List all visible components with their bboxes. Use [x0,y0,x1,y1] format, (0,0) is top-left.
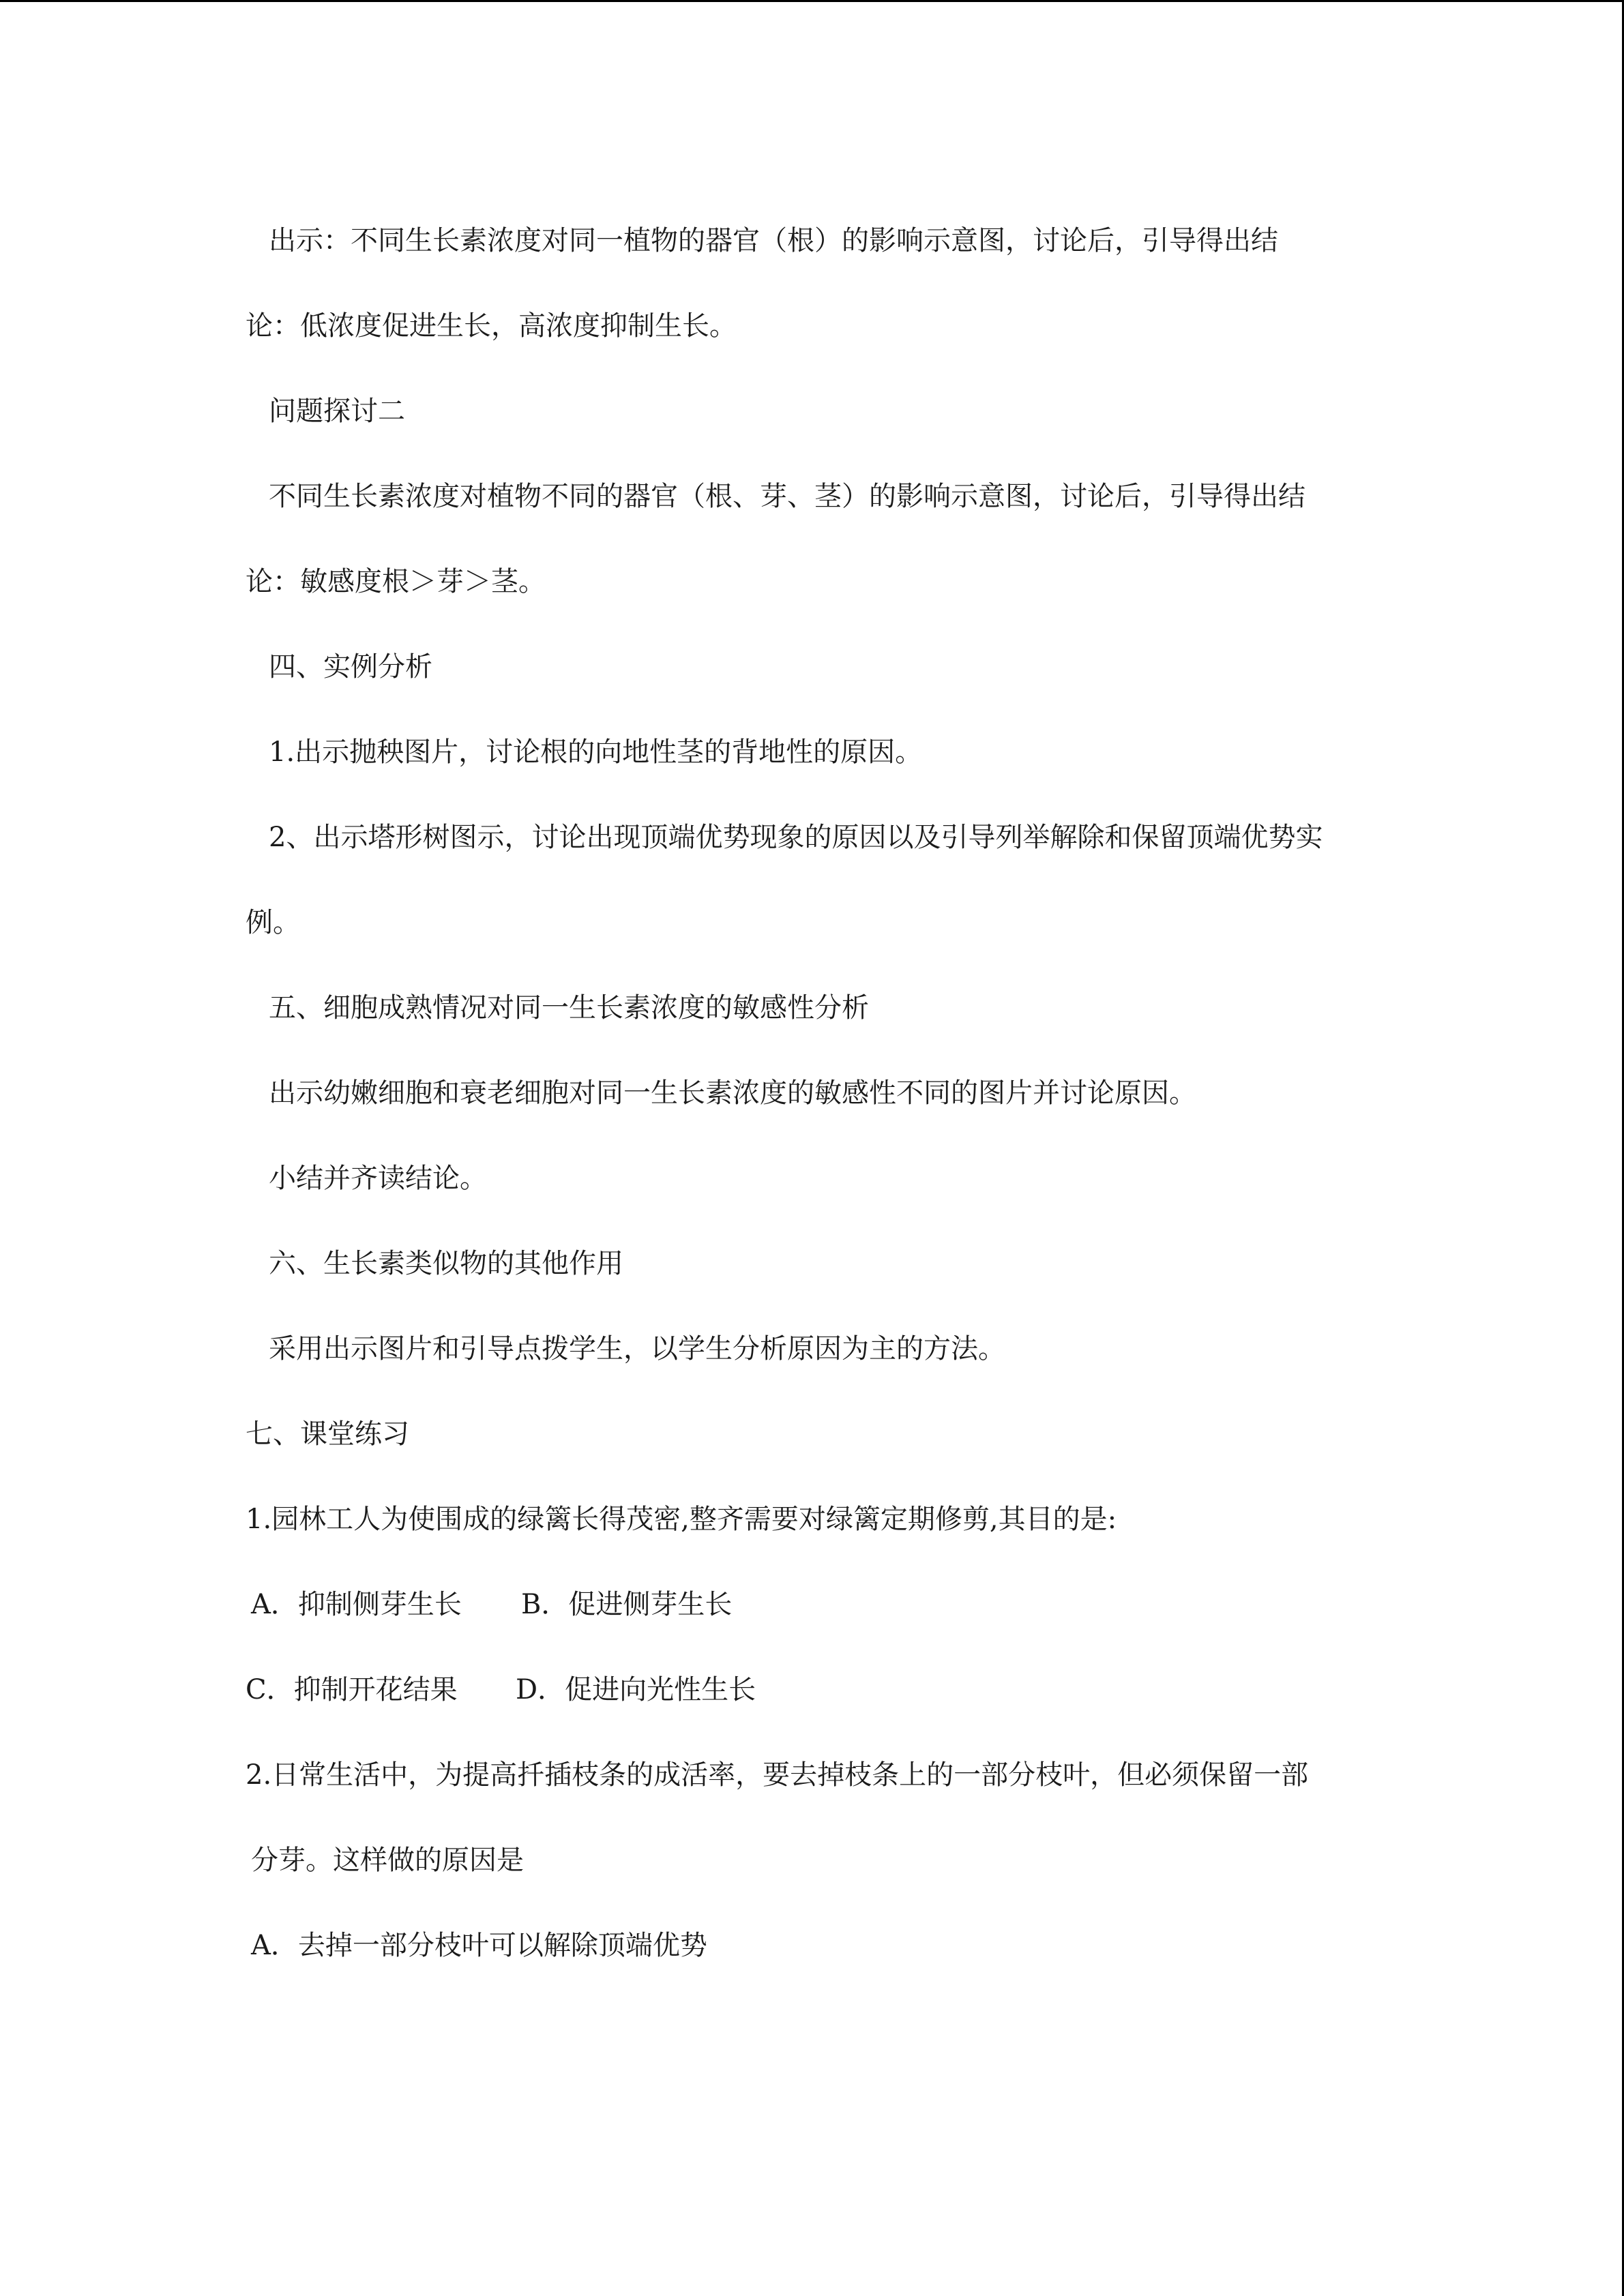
question-text: 分芽。这样做的原因是 [251,1845,524,1876]
answer-option-d: D．促进向光性生长 [516,1674,756,1705]
paragraph-line: 论：低浓度促进生长，高浓度抑制生长。 [246,310,737,342]
paragraph-line: 出示幼嫩细胞和衰老细胞对同一生长素浓度的敏感性不同的图片并讨论原因。 [269,1077,1196,1109]
paragraph-line: 论：敏感度根＞芽＞茎。 [246,566,546,597]
question-text: 1.园林工人为使围成的绿篱长得茂密,整齐需要对绿篱定期修剪,其目的是: [246,1504,1117,1535]
answer-option-c: C．抑制开花结果 [246,1674,458,1705]
section-heading: 六、生长素类似物的其他作用 [269,1248,623,1279]
section-heading: 问题探讨二 [269,396,405,427]
answer-option-b: B．促进侧芽生长 [521,1589,733,1620]
paragraph-line: 2、出示塔形树图示，讨论出现顶端优势现象的原因以及引导列举解除和保留顶端优势实 [269,822,1323,853]
paragraph-line: 例。 [246,907,300,938]
paragraph-line: 采用出示图片和引导点拨学生，以学生分析原因为主的方法。 [269,1333,1005,1365]
paragraph-line: 出示：不同生长素浓度对同一植物的器官（根）的影响示意图，讨论后，引导得出结 [269,225,1278,256]
section-heading: 五、细胞成熟情况对同一生长素浓度的敏感性分析 [269,992,869,1024]
paragraph-line: 1.出示抛秧图片，讨论根的向地性茎的背地性的原因。 [269,736,923,768]
question-text: 2.日常生活中，为提高扦插枝条的成活率，要去掉枝条上的一部分枝叶，但必须保留一部 [246,1759,1309,1791]
answer-option-a: A．抑制侧芽生长 [251,1589,462,1620]
paragraph-line: 不同生长素浓度对植物不同的器官（根、芽、茎）的影响示意图，讨论后，引导得出结 [269,481,1305,512]
section-heading: 七、课堂练习 [246,1418,409,1450]
answer-option-a: A．去掉一部分枝叶可以解除顶端优势 [251,1930,707,1961]
paragraph-line: 小结并齐读结论。 [269,1163,487,1194]
section-heading: 四、实例分析 [269,651,432,683]
